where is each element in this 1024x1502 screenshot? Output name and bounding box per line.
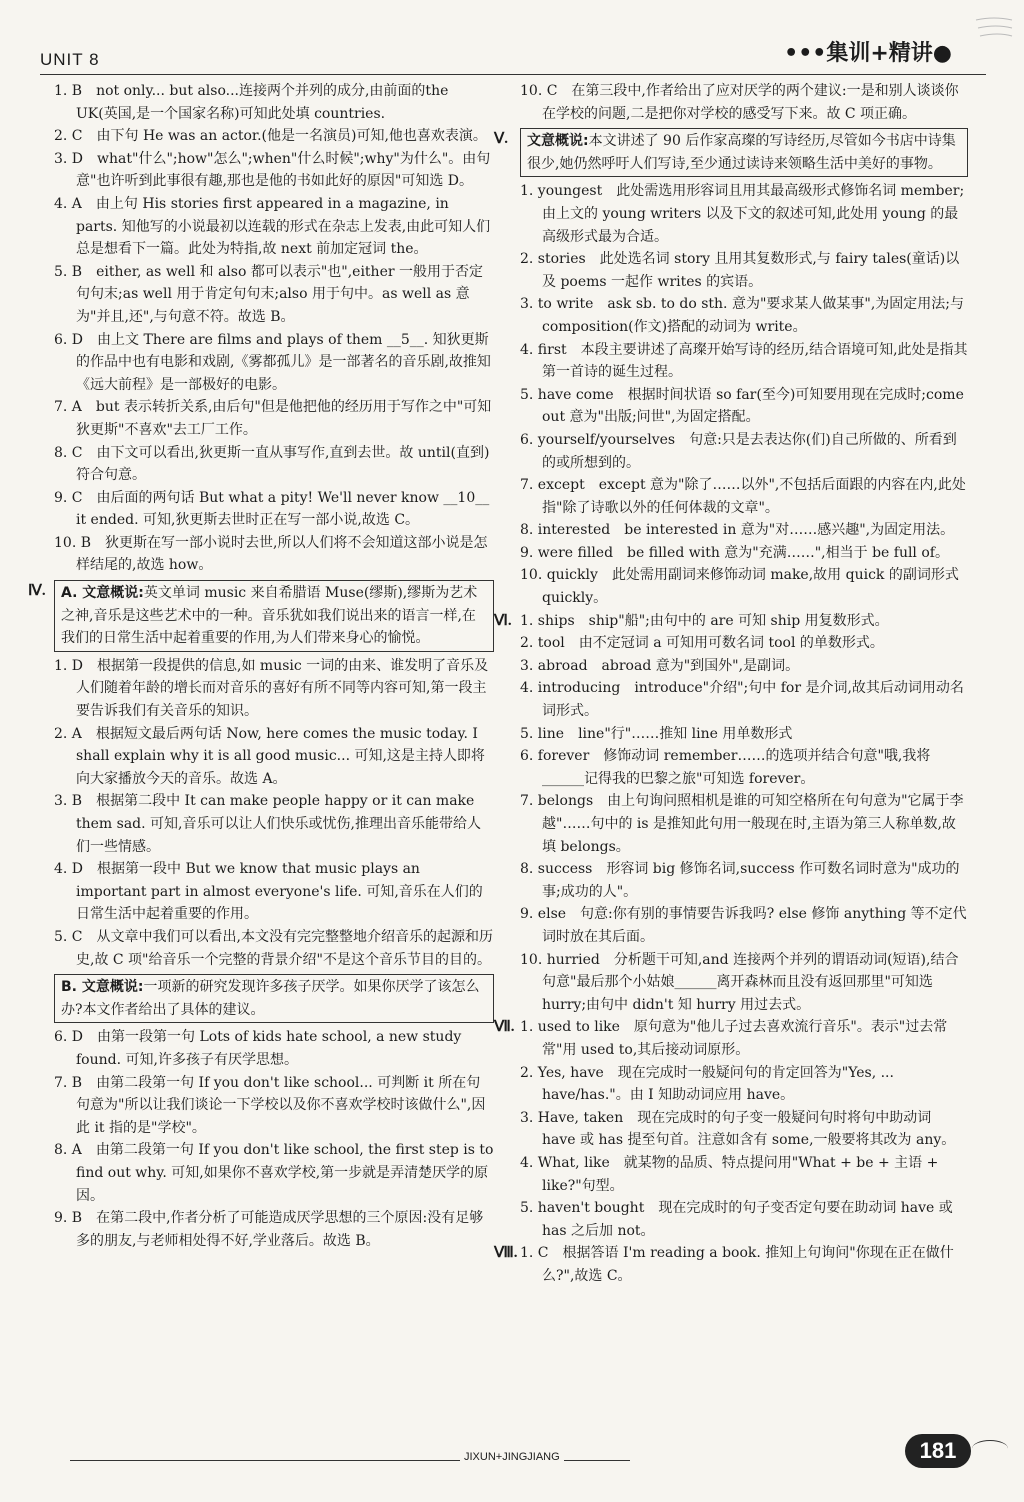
footer-brand: JIXUN+JINGJIANG bbox=[460, 1451, 564, 1463]
answer-item: 9. C 由后面的两句话 But what a pity! We'll never know __10__ it ended. 可知,狄更斯去世时正在写一部小说,故选 C。 bbox=[54, 489, 490, 529]
answer-item: 2. tool 由不定冠词 a 可知用可数名词 tool 的单数形式。 bbox=[520, 635, 884, 652]
answer-item: 5. B either, as well 和 also 都可以表示"也",either 一般用于否定句句末;as well 用于肯定句句末;also 用于句中。as well as 意为"并且,还",与句意不符。故选 B。 bbox=[54, 263, 483, 325]
answer-item: 8. A 由第二段第一句 If you don't like school, the first step is to find out why. 可知,如果你不喜欢学校,第一步就是弄清楚厌学的原因。 bbox=[54, 1142, 494, 1204]
section-4 bbox=[28, 580, 494, 1252]
answer-item: 7. belongs 由上句询问照相机是谁的可知空格所在句句意为"它属于李越"……句中的 is 是推知此句用一般现在时,主语为第三人称单数,故填 belongs。 bbox=[520, 793, 964, 855]
right-column bbox=[494, 80, 968, 1287]
answer-item: 9. else 句意:你有别的事情要告诉我吗? else 修饰 anything 等不定代词时放在其后面。 bbox=[520, 906, 967, 945]
answer-item: 1. C 根据答语 I'm reading a book. 推知上句询问"你现在正在做什么?",故选 C。 bbox=[520, 1245, 954, 1284]
section-6 bbox=[494, 610, 968, 1017]
answer-item: 7. A but 表示转折关系,由后句"但是他把他的经历用于写作之中"可知狄更斯"不喜欢"去工厂工作。 bbox=[54, 399, 492, 438]
answer-item: 3. Have, taken 现在完成时的句子变一般疑问句时将句中助动词 have 或 has 提至句首。注意如含有 some,一般要将其改为 any。 bbox=[520, 1109, 956, 1149]
answer-item: 9. B 在第二段中,作者分析了可能造成厌学思想的三个原因:没有足够多的朋友,与老师相处得不好,学业落后。故选 B。 bbox=[54, 1210, 484, 1249]
left-column bbox=[28, 80, 494, 1252]
answer-item: 3. D what"什么";how"怎么";when"什么时候";why"为什么"。由句意"也许听到此事很有趣,那也是他的书如此好的原因"可知选 D。 bbox=[54, 150, 491, 190]
summary-text: 一项新的研究发现许多孩子厌学。如果你厌学了该怎么办?本文作者给出了具体的建议。 bbox=[61, 979, 480, 1018]
answer-item: 2. Yes, have 现在完成时一般疑问句的肯定回答为"Yes, ... have/has."。由 I 知助动词应用 have。 bbox=[520, 1064, 894, 1104]
answer-item: 7. B 由第二段第一句 If you don't like school... 可判断 it 所在句句意为"所以让我们谈论一下学校以及你不喜欢学校时该做什么",因此 it 指的是"学校"。 bbox=[54, 1074, 486, 1136]
answer-item: 10. quickly 此处需用副词来修饰动词 make,故用 quick 的副词形式 quickly。 bbox=[520, 567, 959, 607]
answer-item: 5. line line"行"……推知 line 用单数形式 bbox=[520, 725, 793, 742]
summary-label: A. 文意概说: bbox=[61, 585, 144, 602]
section-marker: Ⅶ. bbox=[494, 1019, 515, 1036]
header-rule bbox=[40, 74, 986, 75]
section-marker: Ⅵ. bbox=[494, 612, 512, 629]
section-8 bbox=[494, 1242, 968, 1287]
summary-text: 本文讲述了 90 后作家高璨的写诗经历,尽管如今书店中诗集很少,她仍然呼吁人们写诗,至少通过读诗来领略生活中美好的事物。 bbox=[527, 133, 956, 172]
answer-item: 1. youngest 此处需选用形容词且用其最高级形式修饰名词 member;由上文的 young writers 以及下文的叙述可知,此处用 young 的最高级形式最为合适。 bbox=[520, 183, 965, 245]
answer-item: 3. to write ask sb. to do sth. 意为"要求某人做某事",为固定用法;与 composition(作文)搭配的动词为 write。 bbox=[520, 296, 965, 335]
answer-item: 2. C 由下句 He was an actor.(他是一名演员)可知,他也喜欢表演。 bbox=[54, 128, 487, 145]
answer-item: 6. D 由上文 There are films and plays of them __5__. 知狄更斯的作品中也有电影和戏剧,《雾都孤儿》是一部著名的音乐剧,故推知《远大前程》是一部极好的电影。 bbox=[54, 331, 491, 393]
answer-item: 4. first 本段主要讲述了高璨开始写诗的经历,结合语境可知,此处是指其第一首诗的诞生过程。 bbox=[520, 341, 968, 381]
answer-item: 4. introducing introduce"介绍";句中 for 是介词,故其后动词用动名词形式。 bbox=[520, 680, 964, 720]
answer-item: 8. C 由下文可以看出,狄更斯一直从事写作,直到去世。故 until(直到)符合句意。 bbox=[54, 444, 490, 484]
summary-box bbox=[520, 128, 968, 177]
answer-item: 10. B 狄更斯在写一部小说时去世,所以人们将不会知道这部小说是怎样结尾的,故选 how。 bbox=[54, 534, 488, 574]
answer-item: 6. D 由第一段第一句 Lots of kids hate school, a new study found. 可知,许多孩子有厌学思想。 bbox=[54, 1029, 462, 1068]
answer-item: 4. A 由上句 His stories first appeared in a magazine, in parts. 知他写的小说最初以连载的形式在杂志上发表,由此可知人们总是想看下一篇。此处为特指,故 next 前加定冠词 the。 bbox=[54, 195, 491, 258]
page-number: 181 bbox=[905, 1434, 971, 1468]
answer-item: 10. C 在第三段中,作者给出了应对厌学的两个建议:一是和别人谈谈你在学校的问题,二是把你对学校的感受写下来。故 C 项正确。 bbox=[520, 83, 959, 122]
answer-item: 1. used to like 原句意为"他儿子过去喜欢流行音乐"。表示"过去常常"用 used to,其后接动词原形。 bbox=[520, 1019, 948, 1058]
answer-item: 5. C 从文章中我们可以看出,本文没有完完整整地介绍音乐的起源和历史,故 C 项"给音乐一个完整的背景介绍"不是这个音乐节目的目的。 bbox=[54, 928, 493, 968]
answer-item: 2. A 根据短文最后两句话 Now, here comes the music today. I shall explain why it is all good music... 可知,这是主持人即将向大家播放今天的音乐。故选 A。 bbox=[54, 725, 485, 787]
answer-item: 3. abroad abroad 意为"到国外",是副词。 bbox=[520, 657, 800, 674]
series-title: •••集训+精讲● bbox=[784, 41, 952, 66]
answer-item: 7. except except 意为"除了……以外",不包括后面跟的内容在内,此处指"除了诗歌以外的任何体裁的文章"。 bbox=[520, 477, 966, 516]
answer-item: 8. interested be interested in 意为"对……感兴趣",为固定用法。 bbox=[520, 522, 955, 539]
summary-text: 英文单词 music 来自希腊语 Muse(缪斯),缪斯为艺术之神,音乐是这些艺术中的一种。音乐犹如我们说出来的语言一样,在我们的日常生活中起着重要的作用,为人们带来身心的愉悦。 bbox=[61, 585, 478, 647]
answer-item: 4. What, like 就某物的品质、特点提问用"What + be + 主语 + like?"句型。 bbox=[520, 1154, 939, 1194]
answer-item: 2. stories 此处选名词 story 且用其复数形式,与 fairy tales(童话)以及 poems 一起作 writes 的宾语。 bbox=[520, 251, 960, 290]
summary-box bbox=[54, 580, 494, 652]
answer-item: 6. forever 修饰动词 remember……的选项并结合句意"哦,我将______记得我的巴黎之旅"可知选 forever。 bbox=[520, 748, 931, 787]
answer-item: 9. were filled be filled with 意为"充满……",相当于 be full of。 bbox=[520, 544, 949, 561]
section-7 bbox=[494, 1016, 968, 1242]
section-marker: Ⅷ. bbox=[494, 1245, 518, 1262]
answer-item: 3. B 根据第二段中 It can make people happy or it can make them sad. 可知,音乐可以让人们快乐或忧伤,推理出音乐能带给人们一些情感。 bbox=[54, 793, 481, 855]
answer-item: 1. D 根据第一段提供的信息,如 music 一词的由来、谁发明了音乐及人们随着年龄的增长而对音乐的喜好有所不同等内容可知,第一段主要告诉我们有关音乐的知识。 bbox=[54, 657, 489, 720]
answer-item: 5. haven't bought 现在完成时的句子变否定句要在助动词 have 或 has 之后加 not。 bbox=[520, 1200, 953, 1239]
footer-curve bbox=[972, 1440, 1008, 1457]
answer-item: 4. D 根据第一段中 But we know that music plays an important part in almost everyone's life. 可知,音乐在人们的日常生活中起着重要的作用。 bbox=[54, 861, 483, 923]
summary-label: B. 文意概说: bbox=[61, 979, 144, 996]
summary-box bbox=[54, 974, 494, 1023]
answer-item: 6. yourself/yourselves 句意:只是去表达你(们)自己所做的、所看到的或所想到的。 bbox=[520, 431, 957, 471]
answer-item: 5. have come 根据时间状语 so far(至今)可知要用现在完成时;come out 意为"出版;问世",为固定搭配。 bbox=[520, 386, 964, 426]
section-marker: Ⅴ. bbox=[494, 131, 509, 148]
answer-item: 1. B not only... but also...连接两个并列的成分,由前面的the UK(英国,是一个国家名称)可知此处填 countries. bbox=[54, 83, 449, 122]
answer-item: 10. hurried 分析题干可知,and 连接两个并列的谓语动词(短语),结合句意"最后那个小姑娘______离开森林而且没有返回那里"可知选 hurry;由句中 didn't 知 hurry 用过去式。 bbox=[520, 951, 959, 1013]
summary-label: 文意概说: bbox=[527, 133, 589, 150]
unit-label: UNIT 8 bbox=[40, 50, 100, 69]
section-marker: Ⅳ. bbox=[28, 583, 46, 600]
answer-item: 1. ships ship"船";由句中的 are 可知 ship 用复数形式。 bbox=[520, 612, 889, 629]
answer-item: 8. success 形容词 big 修饰名词,success 作可数名词时意为"成功的事;成功的人"。 bbox=[520, 861, 960, 900]
section-3 bbox=[54, 80, 494, 577]
corner-decoration-icon bbox=[974, 14, 1014, 54]
section-5 bbox=[494, 128, 968, 609]
